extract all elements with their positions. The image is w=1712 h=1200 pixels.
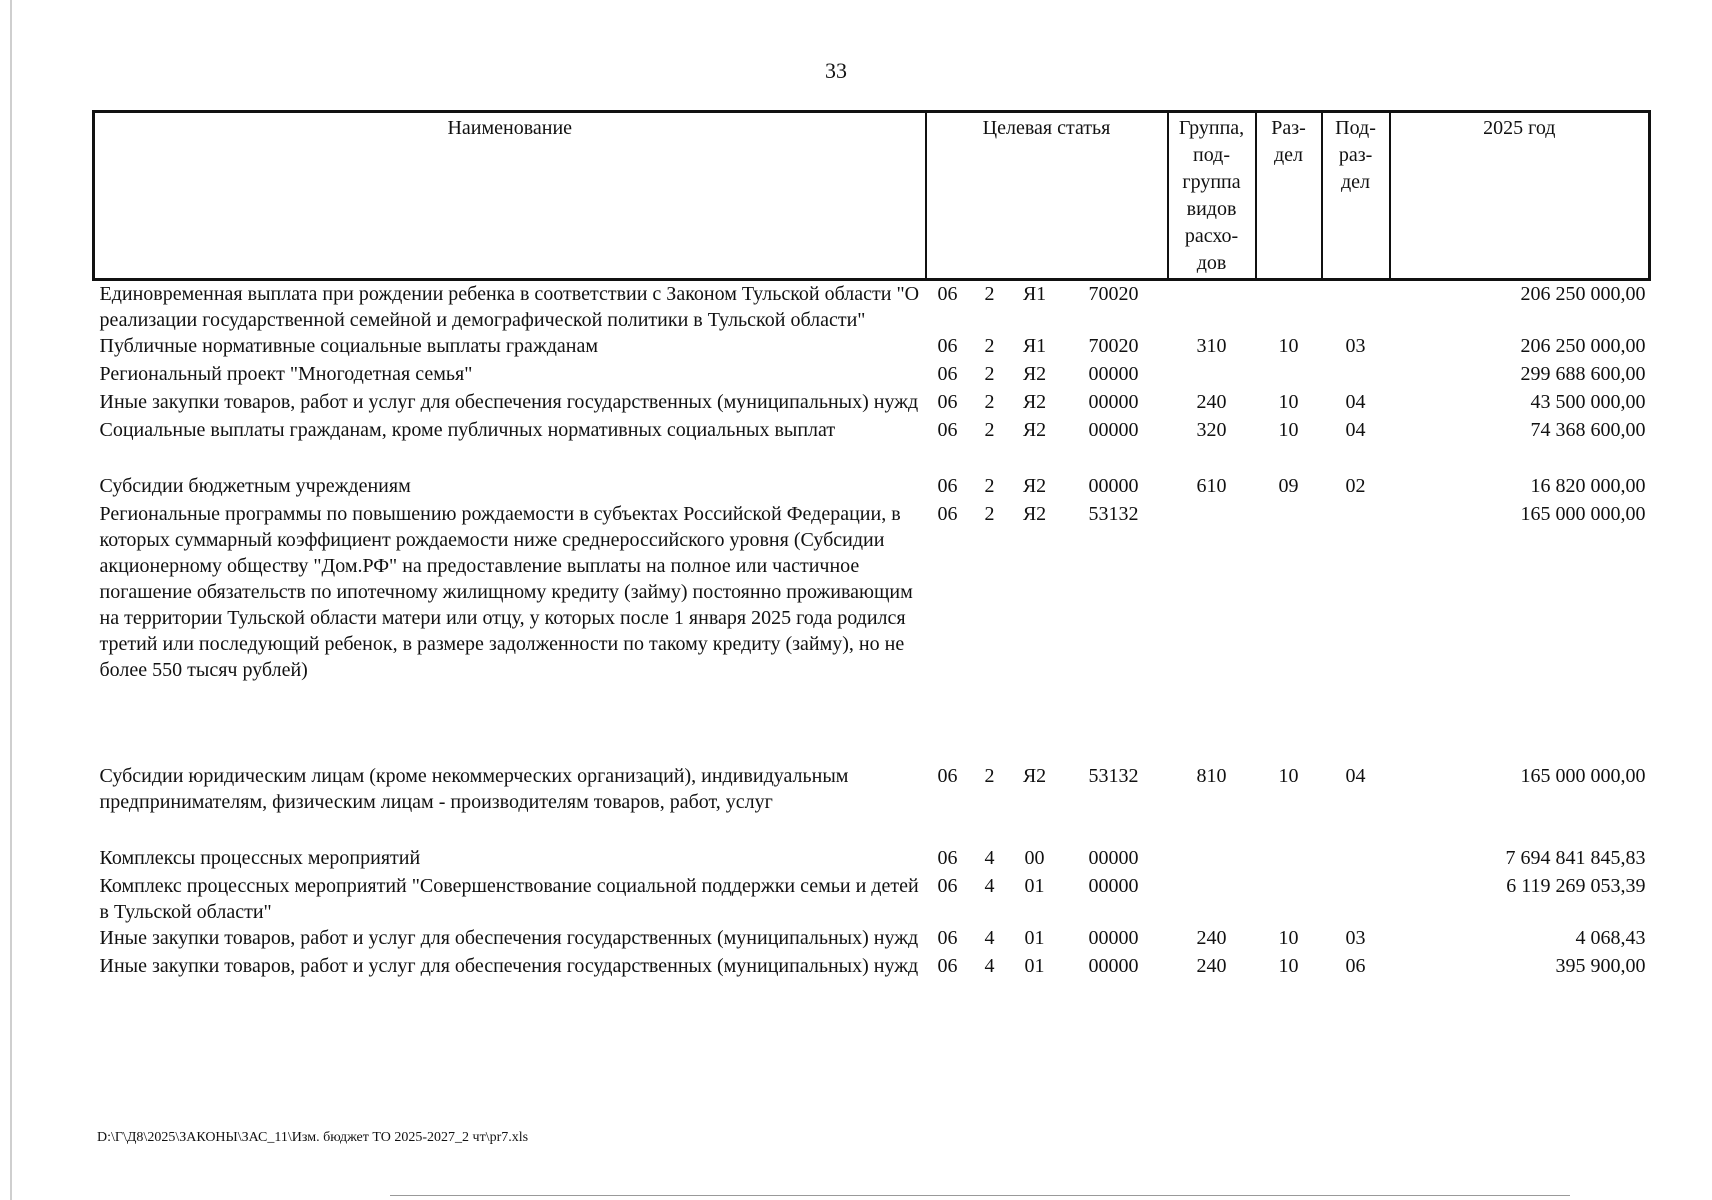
target-code-4: 53132 [1088,765,1139,787]
scan-edge-bottom [390,1195,1570,1196]
row-name: Субсидии бюджетным учреждениям [99,475,411,497]
section-code: 09 [1278,475,1299,497]
target-code-4: 00000 [1088,475,1139,497]
table-row [94,763,1650,845]
expense-group-code [1168,873,1256,925]
amount-2025: 206 250 000,00 [1520,283,1646,305]
amount-2025: 206 250 000,00 [1520,335,1646,357]
amount-2025: 6 119 269 053,39 [1506,875,1646,897]
row-name: Единовременная выплата при рождении ребенка в соответствии с Законом Тульской области "О реализации государственной семейной и демографической политики в Тульской области" [99,283,920,331]
target-code-2: 4 [984,847,995,869]
header-target-article: Целевая статья [926,112,1168,280]
row-name: Социальные выплаты гражданам, кроме публичных нормативных социальных выплат [99,419,836,441]
amount-2025: 299 688 600,00 [1520,363,1646,385]
target-code-2: 2 [984,475,995,497]
section-code: 10 [1278,765,1299,787]
table-header-row [94,112,1650,280]
header-section: Раз-дел [1256,112,1322,280]
target-code-2: 2 [984,363,995,385]
target-code-1: 06 [937,927,958,949]
expense-group-code: 240 [1196,927,1227,949]
subsection-code: 04 [1345,419,1366,441]
expense-group-code [1168,361,1256,389]
section-code: 10 [1278,391,1299,413]
table-row [94,280,1650,334]
subsection-code: 06 [1345,955,1366,977]
target-code-3: 01 [1024,927,1045,949]
subsection-code [1322,501,1390,763]
target-code-3: Я2 [1022,363,1047,385]
target-code-3: 01 [1024,955,1045,977]
amount-2025: 7 694 841 845,83 [1505,847,1646,869]
target-code-3: Я2 [1022,765,1047,787]
target-code-3: 01 [1024,875,1045,897]
section-code: 10 [1278,419,1299,441]
expense-group-code [1168,845,1256,873]
target-code-4: 00000 [1088,419,1139,441]
target-code-2: 2 [984,765,995,787]
target-code-2: 2 [984,335,995,357]
target-code-2: 2 [984,391,995,413]
section-code [1256,873,1322,925]
section-code [1256,501,1322,763]
target-code-3: Я2 [1022,503,1047,525]
target-code-4: 00000 [1088,363,1139,385]
target-code-2: 4 [984,955,995,977]
amount-2025: 4 068,43 [1575,927,1646,949]
section-code [1256,361,1322,389]
row-name: Субсидии юридическим лицам (кроме некоммерческих организаций), индивидуальным предпринимателям, физическим лицам - производителям товаров, работ, услуг [99,765,849,813]
target-code-2: 2 [984,503,995,525]
row-name: Региональный проект "Многодетная семья" [99,363,473,385]
target-code-1: 06 [937,391,958,413]
row-name: Иные закупки товаров, работ и услуг для обеспечения государственных (муниципальных) нужд [99,391,919,413]
amount-2025: 43 500 000,00 [1530,391,1646,413]
amount-2025: 165 000 000,00 [1520,765,1646,787]
table-row [94,845,1650,873]
row-name: Региональные программы по повышению рождаемости в субъектах Российской Федерации, в которых суммарный коэффициент рождаемости ниже среднероссийского уровня (Субсидии акционерному обществу "Дом.РФ" на предоставление выплаты на полное или частичное погашение обязательств по ипотечному жилищному кредиту (займу) постоянно проживающим на территории Тульской области матери или отцу, у которых после 1 января 2025 года родился третий или последующий ребенок, в размере задолженности по такому кредиту (займу), но не более 550 тысяч рублей) [99,503,913,681]
subsection-code [1322,361,1390,389]
target-code-4: 00000 [1088,847,1139,869]
amount-2025: 395 900,00 [1555,955,1646,977]
target-code-1: 06 [937,335,958,357]
target-code-4: 00000 [1088,875,1139,897]
amount-2025: 165 000 000,00 [1520,503,1646,525]
amount-2025: 74 368 600,00 [1530,419,1646,441]
amount-2025: 16 820 000,00 [1530,475,1646,497]
target-code-1: 06 [937,847,958,869]
target-code-2: 4 [984,927,995,949]
subsection-code: 03 [1345,335,1366,357]
target-code-2: 2 [984,419,995,441]
table-row [94,473,1650,501]
footer-file-path: D:\Г\Д8\2025\ЗАКОНЫ\ЗАС_11\Изм. бюджет ТО 2025-2027_2 чт\pr7.xls [97,1130,529,1145]
table-row [94,873,1650,925]
subsection-code [1322,873,1390,925]
expense-group-code: 240 [1196,955,1227,977]
subsection-code: 04 [1345,391,1366,413]
target-code-3: Я1 [1022,283,1047,305]
subsection-code: 02 [1345,475,1366,497]
target-code-1: 06 [937,875,958,897]
expense-group-code [1168,501,1256,763]
subsection-code [1322,280,1390,334]
subsection-code [1322,845,1390,873]
section-code: 10 [1278,955,1299,977]
expense-group-code: 320 [1196,419,1227,441]
row-name: Публичные нормативные социальные выплаты гражданам [99,335,599,357]
section-code: 10 [1278,335,1299,357]
target-code-3: Я2 [1022,391,1047,413]
target-code-1: 06 [937,363,958,385]
expense-group-code [1168,280,1256,334]
target-code-1: 06 [937,503,958,525]
table-row [94,333,1650,361]
section-code [1256,280,1322,334]
row-name: Комплекс процессных мероприятий "Совершенствование социальной поддержки семьи и детей в Тульской области" [99,875,919,923]
target-code-3: 00 [1024,847,1045,869]
target-code-2: 4 [984,875,995,897]
expense-group-code: 810 [1196,765,1227,787]
target-code-1: 06 [937,955,958,977]
section-code [1256,845,1322,873]
target-code-3: Я1 [1022,335,1047,357]
table-row [94,925,1650,953]
target-code-1: 06 [937,419,958,441]
expense-group-code: 240 [1196,391,1227,413]
target-code-2: 2 [984,283,995,305]
expense-group-code: 310 [1196,335,1227,357]
header-subsection: Под-раз-дел [1322,112,1390,280]
budget-table [92,110,1651,981]
header-year: 2025 год [1390,112,1650,280]
table-row [94,389,1650,417]
subsection-code: 04 [1345,765,1366,787]
target-code-4: 70020 [1088,283,1139,305]
header-expense-group: Группа, под-группа видов расхо-дов [1168,112,1256,280]
scan-edge [10,0,12,1200]
target-code-4: 00000 [1088,927,1139,949]
subsection-code: 03 [1345,927,1366,949]
target-code-1: 06 [937,475,958,497]
target-code-3: Я2 [1022,475,1047,497]
table-row [94,501,1650,763]
row-name: Иные закупки товаров, работ и услуг для обеспечения государственных (муниципальных) нужд [99,927,919,949]
section-code: 10 [1278,927,1299,949]
row-name: Комплексы процессных мероприятий [99,847,421,869]
table-row [94,417,1650,473]
target-code-4: 53132 [1088,503,1139,525]
target-code-1: 06 [937,283,958,305]
table-body [94,280,1650,982]
row-name: Иные закупки товаров, работ и услуг для обеспечения государственных (муниципальных) нужд [99,955,919,977]
target-code-1: 06 [937,765,958,787]
target-code-4: 00000 [1088,391,1139,413]
target-code-3: Я2 [1022,419,1047,441]
target-code-4: 00000 [1088,955,1139,977]
expense-group-code: 610 [1196,475,1227,497]
table-row [94,361,1650,389]
page-number: 33 [825,58,847,83]
table-row [94,953,1650,981]
header-name: Наименование [94,112,926,280]
target-code-4: 70020 [1088,335,1139,357]
